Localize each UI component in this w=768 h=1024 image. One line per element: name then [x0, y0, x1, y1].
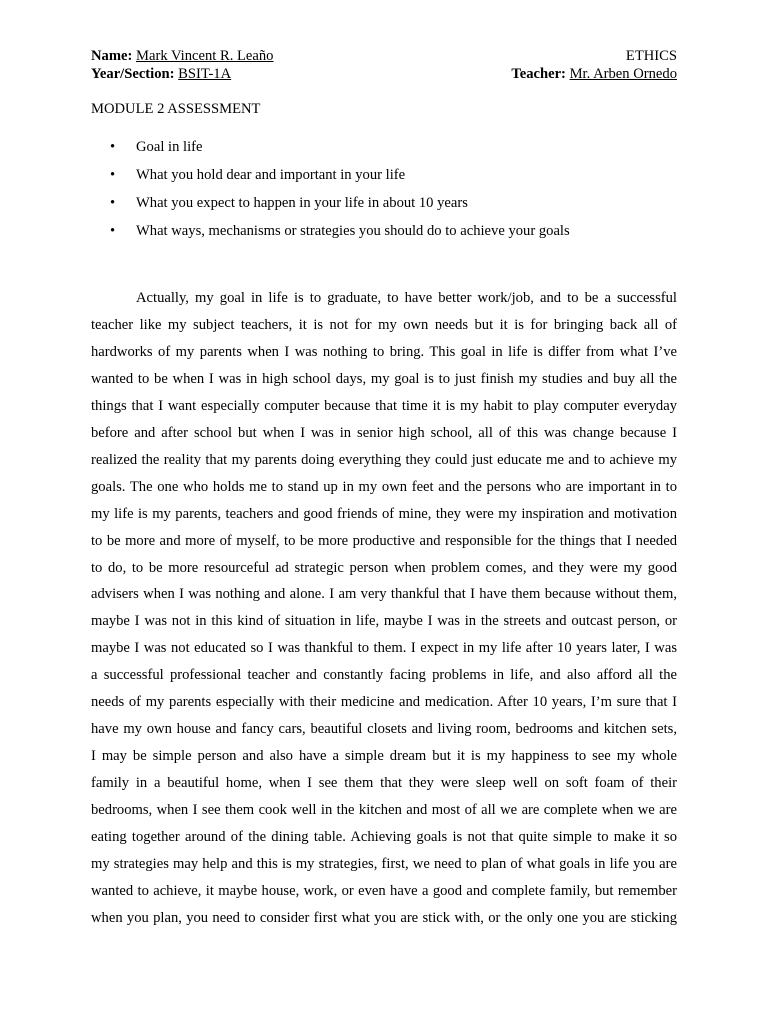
essay-line: advisers when I was nothing and alone. I am very thankful that I have them because without them, [91, 586, 677, 603]
essay-line: realized the reality that my parents doing everything they could just educate me and to achieve my [91, 451, 677, 468]
essay-line: wanted to be when I was in high school days, my goal is to just finish my studies and buy all the [91, 370, 677, 387]
essay-line: Actually, my goal in life is to graduate, to have better work/job, and to be a successful [136, 290, 677, 306]
list-item: • What ways, mechanisms or strategies you should do to achieve your goals [110, 223, 570, 239]
question-list [91, 138, 570, 250]
bullet-icon: • [110, 195, 116, 211]
essay-line: maybe I was not in this kind of situation in life, maybe I was in the streets and outcast person, or [91, 613, 677, 630]
bullet-icon: • [110, 139, 116, 155]
essay-line: goals. The one who holds me to stand up in my own feet and the persons who are important in to [91, 478, 677, 495]
student-name: Name: Mark Vincent R. Leaño [91, 48, 274, 64]
essay-body [91, 285, 677, 932]
essay-line: when you plan, you need to consider first what you are stick with, or the only one you are sticking [91, 909, 677, 926]
essay-line: wanted to achieve, it maybe house, work, or even have a good and complete family, but remember [91, 882, 677, 899]
essay-line: teacher like my subject teachers, it is not for my own needs but it is for bringing back all of [91, 316, 677, 333]
essay-line: eating together around of the dining table. Achieving goals is not that quite simple to make it so [91, 829, 677, 846]
header-row-1 [91, 47, 677, 65]
header-row-2 [91, 65, 677, 83]
bullet-icon: • [110, 223, 116, 239]
subject-label: ETHICS [625, 48, 677, 64]
essay-line: needs of my parents especially with their medicine and medication. After 10 years, I’m sure that I [91, 694, 677, 711]
year-section: Year/Section: BSIT-1A [91, 66, 232, 82]
essay-line: maybe I was not educated so I was thankful to them. I expect in my life after 10 years later, I was [91, 640, 677, 657]
list-item: • Goal in life [110, 139, 203, 155]
essay-line: have my own house and fancy cars, beautiful closets and living room, bedrooms and kitchen sets, [91, 721, 677, 738]
essay-line: before and after school but when I was in senior high school, all of this was change because I [91, 424, 677, 441]
essay-line: bedrooms, when I see them cook well in the kitchen and most of all we are complete when we are [91, 802, 677, 819]
module-title: MODULE 2 ASSESSMENT [91, 101, 261, 117]
essay-line: my strategies may help and this is my strategies, first, we need to plan of what goals in life you are [91, 856, 677, 873]
teacher-name: Teacher: Mr. Arben Ornedo [511, 66, 677, 82]
essay-line: to be more and more of myself, to be more productive and responsible for the things that I needed [91, 532, 677, 549]
essay-line: hardworks of my parents when I was nothing to bring. This goal in life is differ from what I’ve [91, 343, 677, 360]
bullet-icon: • [110, 167, 116, 183]
list-item: • What you expect to happen in your life in about 10 years [110, 195, 468, 211]
essay-line: I may be simple person and also have a simple dream but it is my happiness to see my whole [91, 748, 677, 765]
list-item: • What you hold dear and important in your life [110, 167, 406, 183]
essay-line: to do, to be more resourceful ad strategic person when problem comes, and they were my good [91, 559, 677, 576]
essay-line: a successful professional teacher and constantly facing problems in life, and also afford all the [91, 667, 677, 684]
essay-line: my life is my parents, teachers and good friends of mine, they were my inspiration and motivation [91, 505, 677, 522]
essay-line: family in a beautiful home, when I see them that they were sleep well on soft foam of their [91, 775, 677, 792]
essay-line: things that I want especially computer because that time it is my habit to play computer everyday [91, 397, 677, 414]
